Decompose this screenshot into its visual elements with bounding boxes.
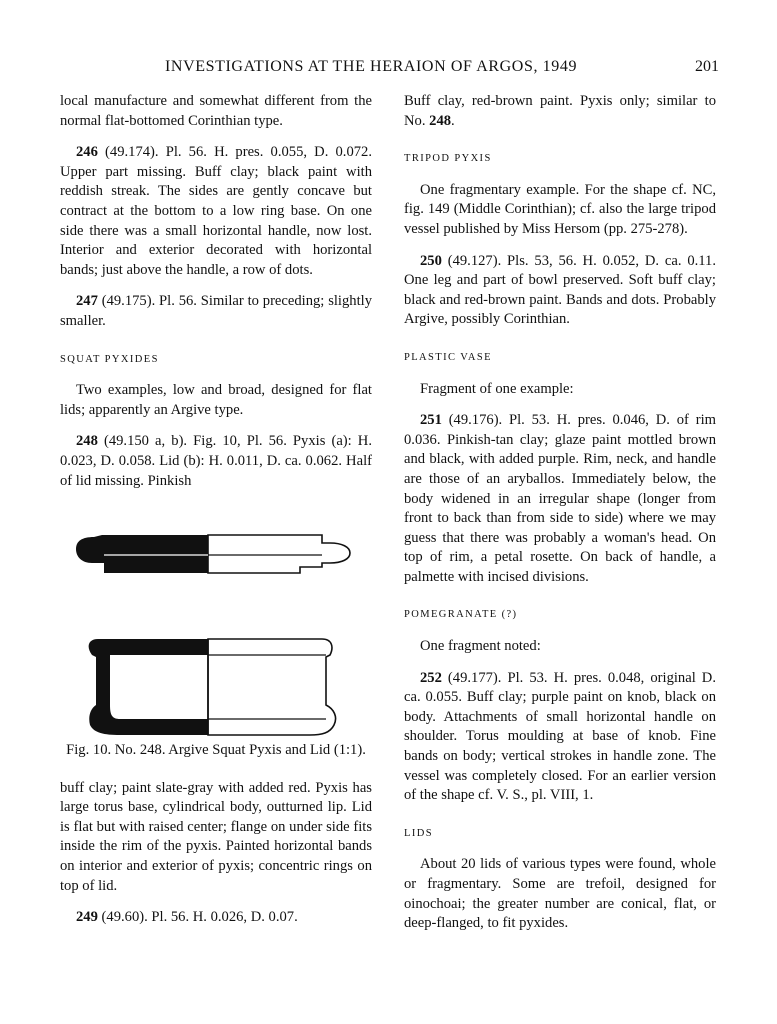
pyxis-profile-drawing	[60, 505, 372, 737]
entry-248-continued: buff clay; paint slate-gray with added red. Pyxis has large torus base, cylindrical body, outturned lip. Lid is flat but with raised center; flange on under side fits inside the rim of the pyxis. Painted horizontal bands on interior and exterior of pyxis; concentric rings on top of lid.	[60, 779, 372, 894]
entry-249-continued: Buff clay, red-brown paint. Pyxis only; similar to No. 248.	[404, 93, 716, 129]
section-intro: One fragment noted:	[420, 638, 541, 655]
cross-reference: 248	[429, 112, 452, 129]
catalog-number: 247	[76, 293, 98, 310]
paragraph-continued: local manufacture and somewhat different from the normal flat-bottomed Corinthian type.	[60, 93, 372, 129]
section-heading-tripod-pyxis: TRIPOD PYXIS	[404, 153, 492, 165]
entry-252: 252 (49.177). Pl. 53. H. pres. 0.048, original D. ca. 0.055. Buff clay; purple paint on knob, black on body. Attachments of small horizontal handle on shoulder. Torus moulding at base of knob. Fine bands on body; vertical strokes in handle zone. The vessel was completely closed. For an earlier version of the shape cf. V. S., pl. VIII, 1.	[404, 669, 716, 804]
section-intro: One fragmentary example. For the shape cf. NC, fig. 149 (Middle Corinthian); cf. also the large tripod vessel published by Miss Hersom (pp. 275-278).	[404, 181, 716, 237]
entry-248: 248 (49.150 a, b). Fig. 10, Pl. 56. Pyxis (a): H. 0.023, D. 0.058. Lid (b): H. 0.011, D. ca. 0.062. Half of lid missing. Pinkish	[60, 433, 372, 489]
left-column	[60, 92, 372, 940]
entry-250: 250 (49.127). Pls. 53, 56. H. 0.052, D. ca. 0.11. One leg and part of bowl preserved. Soft buff clay; black and red-brown paint. Bands and dots. Probably Argive, possibly Corinthian.	[404, 252, 716, 328]
section-heading-lids: LIDS	[404, 827, 433, 839]
running-title: INVESTIGATIONS AT THE HERAION OF ARGOS, 1949	[165, 58, 578, 75]
section-intro: Two examples, low and broad, designed for flat lids; apparently an Argive type.	[60, 382, 372, 418]
catalog-number: 251	[420, 412, 442, 429]
catalog-number: 249	[76, 909, 98, 926]
section-intro: About 20 lids of various types were found, whole or fragmentary. Some are trefoil, designed for oinochoai; the greater number are conical, flat, or deep-flanged, to fit pyxides.	[404, 856, 716, 932]
entry-249: 249 (49.60). Pl. 56. H. 0.026, D. 0.07.	[76, 909, 298, 926]
catalog-number: 248	[76, 433, 98, 450]
section-heading-plastic-vase: PLASTIC VASE	[404, 351, 492, 363]
catalog-number: 252	[420, 669, 442, 686]
figure-svg	[60, 505, 372, 737]
section-heading-pomegranate: POMEGRANATE (?)	[404, 609, 518, 621]
entry-251: 251 (49.176). Pl. 53. H. pres. 0.046, D. of rim 0.036. Pinkish-tan clay; glaze paint mottled brown and black, with added purple. Rim, neck, and handle are those of an aryballos. Immediately below, the body widened in an irregular shape (longer from front to back than from side to side) where we may guess that there was probably a woman's head. On top of rim, a petal rosette. On back of handle, a palmette with incised divisions.	[404, 412, 716, 585]
section-intro: Fragment of one example:	[420, 380, 574, 397]
entry-246: 246 (49.174). Pl. 56. H. pres. 0.055, D. 0.072. Upper part missing. Buff clay; black paint with reddish streak. The sides are gently concave but contract at the bottom to a low ring base. On one side there was a small horizontal handle, now lost. Interior and exterior decorated with horizontal bands; just above the handle, a row of dots.	[60, 144, 372, 278]
entry-247: 247 (49.175). Pl. 56. Similar to preceding; slightly smaller.	[60, 293, 372, 329]
lid-profile	[76, 535, 350, 573]
figure-caption: Fig. 10. No. 248. Argive Squat Pyxis and Lid (1:1).	[66, 742, 366, 759]
page-number: 201	[695, 58, 719, 75]
running-header	[0, 58, 777, 82]
section-heading-squat-pyxides: SQUAT PYXIDES	[60, 353, 159, 365]
right-column	[404, 92, 716, 946]
catalog-number: 246	[76, 144, 98, 161]
catalog-number: 250	[420, 252, 442, 269]
pyxis-profile	[89, 639, 336, 735]
